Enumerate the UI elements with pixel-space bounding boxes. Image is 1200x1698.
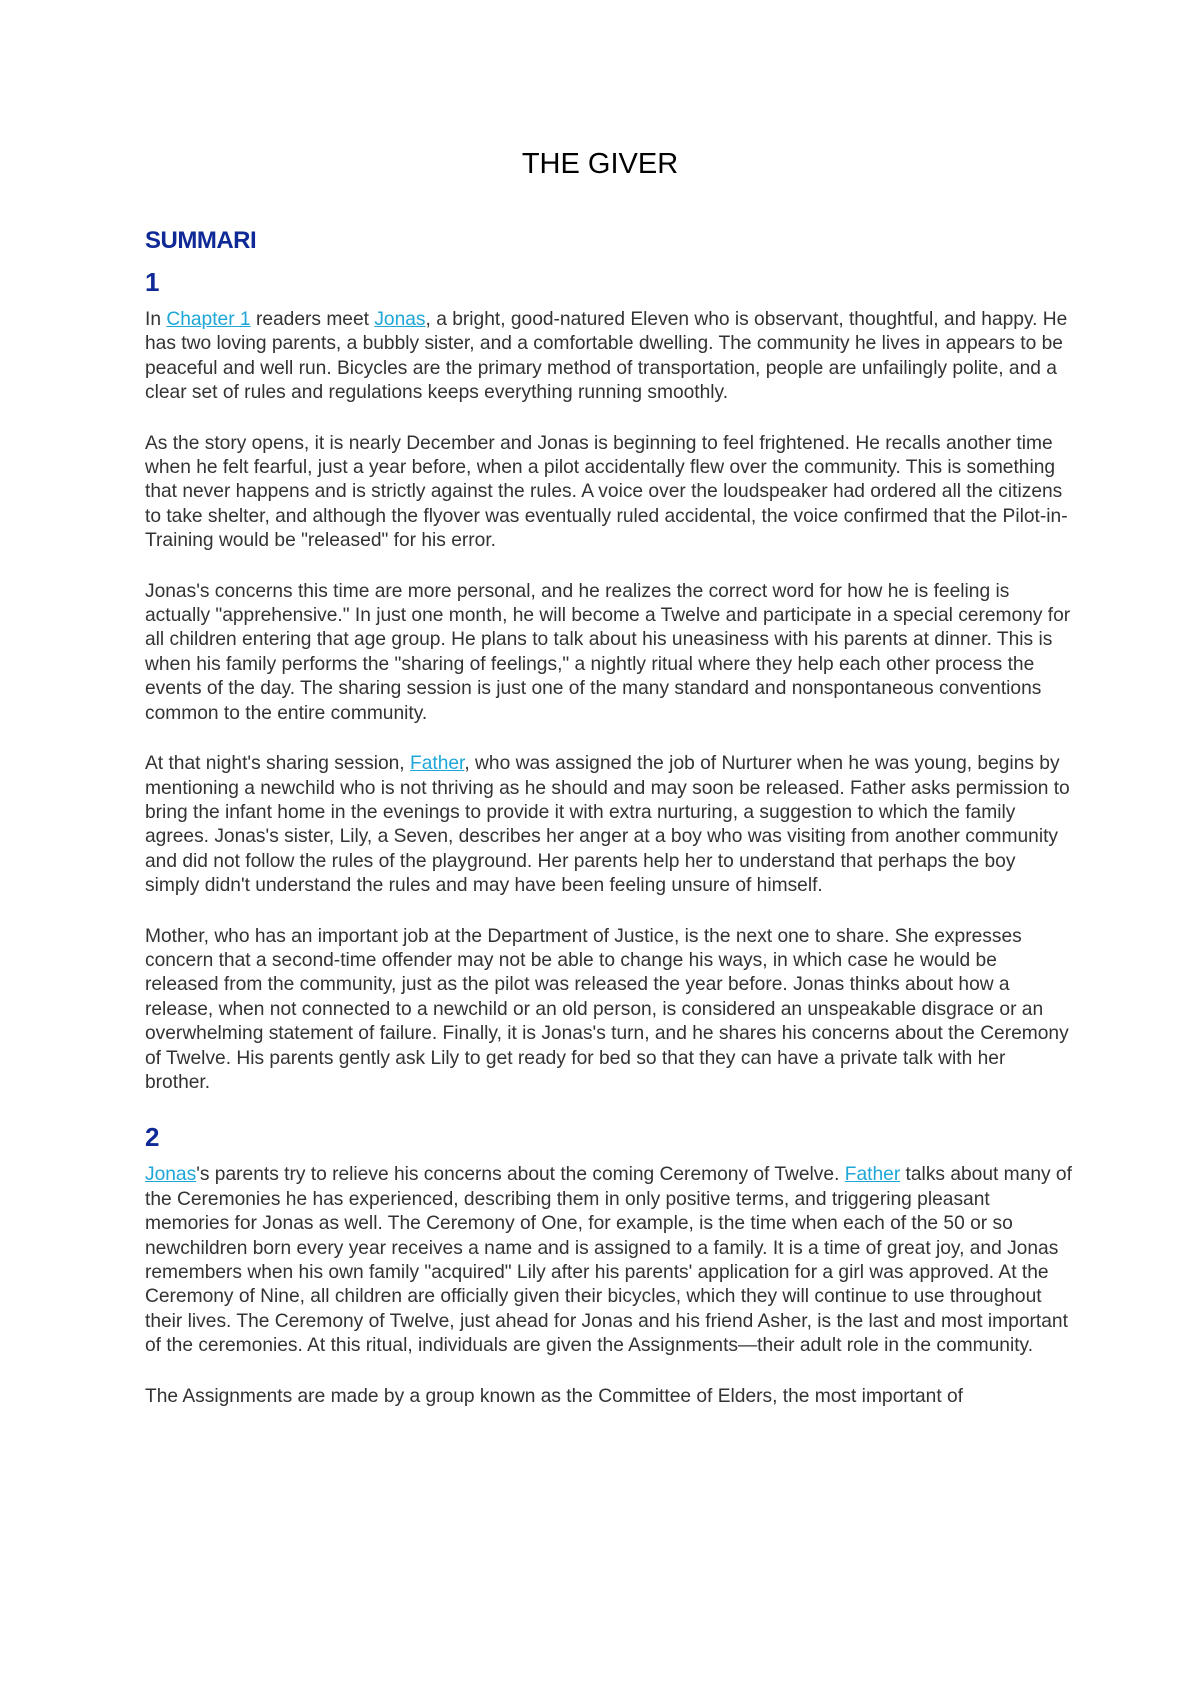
link-father[interactable]: Father <box>844 1164 901 1186</box>
chapter-heading-2: 2 <box>145 1122 160 1153</box>
paragraph <box>145 1163 1075 1358</box>
link-father[interactable]: Father <box>409 753 465 775</box>
paragraph: The Assignments are made by a group known as the Committee of Elders, the most important of <box>145 1385 963 1407</box>
text: , a bright, good-natured Eleven who is observant, thoughtful, and happy. He has two loving parents, a bubbly sister, and a comfortable dwelling. The community he lives in appears to be peaceful and well run. Bicycles are the primary method of transportation, people are unfailingly polite, and a clear set of rules and regulations keeps everything running smoothly. <box>145 309 1068 404</box>
section-heading-summary: SUMMARI <box>145 227 257 254</box>
text: 's parents try to relieve his concerns about the coming Ceremony of Twelve. <box>196 1164 845 1186</box>
link-jonas[interactable]: Jonas <box>374 309 426 330</box>
paragraph <box>145 308 1075 406</box>
paragraph <box>145 752 1075 898</box>
text: readers meet <box>250 309 375 330</box>
text: In <box>145 309 167 330</box>
document-body <box>145 226 1075 1435</box>
text: At that night's sharing session, <box>145 753 410 775</box>
text: talks about many of the Ceremonies he has experienced, describing them in only positive terms, and triggering pleasant memories for Jonas as well. The Ceremony of One, for example, is the time when each of the 50 or so newchildren born every year receives a name and is assigned to a family. It is a time of great joy, and Jonas remembers when his own family "acquired" Lily after his parents' application for a girl was approved. At the Ceremony of Nine, all children are officially given their bicycles, which they will continue to use throughout their lives. The Ceremony of Twelve, just ahead for Jonas and his friend Asher, is the last and most important of the ceremonies. At this ritual, individuals are given the Assignments—their adult role in the community. <box>145 1164 1072 1357</box>
paragraph: Mother, who has an important job at the Department of Justice, is the next one to share. She expresses concern that a second-time offender may not be able to change his ways, in which case he would be released from the community, just as the pilot was released the year before. Jonas thinks about how a release, when not connected to a newchild or an old person, is considered an unspeakable disgrace or an overwhelming statement of failure. Finally, it is Jonas's turn, and he shares his concerns about the Ceremony of Twelve. His parents gently ask Lily to get ready for bed so that they can have a private talk with her brother. <box>145 925 1069 1093</box>
text: , who was assigned the job of Nurturer when he was young, begins by mentioning a newchild who is not thriving as he should and may soon be released. Father asks permission to bring the infant home in the evenings to provide it with extra nurturing, a suggestion to which the family agrees. Jonas's sister, Lily, a Seven, describes her anger at a boy who was visiting from another community and did not follow the rules of the playground. Her parents help her to understand that perhaps the boy simply didn't understand the rules and may have been feeling unsure of himself. <box>145 753 1070 897</box>
paragraph: Jonas's concerns this time are more personal, and he realizes the correct word for how he is feeling is actually "apprehensive." In just one month, he will become a Twelve and participate in a special ceremony for all children entering that age group. He plans to talk about his uneasiness with his parents at dinner. This is when his family performs the "sharing of feelings," a nightly ritual where they help each other process the events of the day. The sharing session is just one of the many standard and nonspontaneous conventions common to the entire community. <box>145 580 1071 724</box>
link-jonas[interactable]: Jonas <box>145 1164 197 1186</box>
paragraph: As the story opens, it is nearly December and Jonas is beginning to feel frightened. He recalls another time when he felt fearful, just a year before, when a pilot accidentally flew over the community. This is something that never happens and is strictly against the rules. A voice over the loudspeaker had ordered all the citizens to take shelter, and although the flyover was eventually ruled accidental, the voice confirmed that the Pilot-in-Training would be "released" for his error. <box>145 432 1068 552</box>
chapter-heading-1: 1 <box>145 267 160 297</box>
document-title: THE GIVER <box>521 148 679 180</box>
link-chapter-1[interactable]: Chapter 1 <box>166 309 251 330</box>
